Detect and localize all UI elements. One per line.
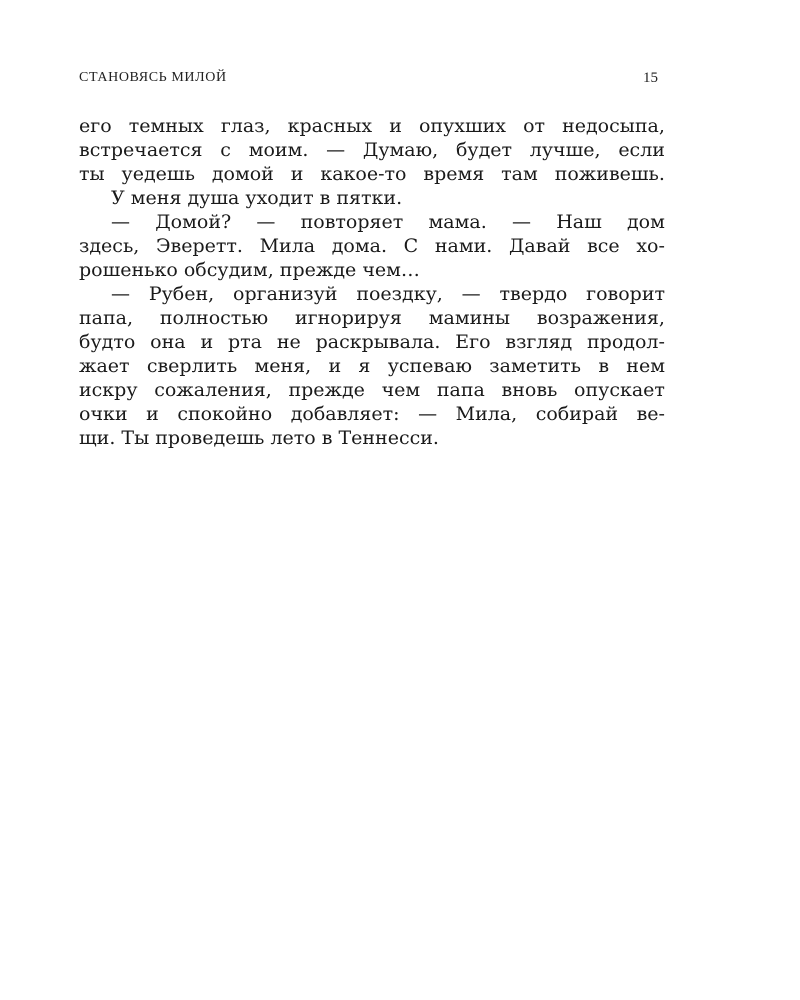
word: сверлить bbox=[146, 355, 238, 377]
word: дома. bbox=[331, 235, 388, 257]
word: и bbox=[328, 355, 342, 377]
word: опухших bbox=[418, 115, 506, 137]
word: здесь, bbox=[79, 235, 140, 257]
word: жает bbox=[79, 355, 130, 377]
word: — bbox=[111, 211, 130, 233]
word: организуй bbox=[233, 283, 338, 305]
word: говорит bbox=[586, 283, 665, 305]
word: темных bbox=[128, 115, 204, 137]
word: домой bbox=[211, 163, 274, 185]
text-line: щи. Ты проведешь лето в Теннесси. bbox=[79, 427, 439, 449]
word: она bbox=[150, 331, 186, 353]
word: добавляет: bbox=[290, 403, 400, 425]
word: — bbox=[256, 211, 276, 233]
word: хо- bbox=[636, 235, 665, 257]
word: глаз, bbox=[220, 115, 271, 137]
word: очки bbox=[79, 403, 128, 425]
word: Мила, bbox=[455, 403, 518, 425]
text-line bbox=[79, 354, 665, 378]
word: и bbox=[389, 115, 402, 137]
word: уедешь bbox=[121, 163, 195, 185]
word: с bbox=[220, 139, 231, 161]
word: продол- bbox=[587, 331, 665, 353]
word: повторяет bbox=[300, 211, 404, 233]
text-line: рошенько обсудим, прежде чем… bbox=[79, 259, 420, 281]
text-line bbox=[79, 234, 665, 258]
word: сожаления, bbox=[154, 379, 272, 401]
word: спокойно bbox=[177, 403, 273, 425]
word: заметить bbox=[489, 355, 582, 377]
word: — bbox=[111, 283, 130, 305]
word: прежде bbox=[288, 379, 365, 401]
word: я bbox=[358, 355, 371, 377]
word: С bbox=[403, 235, 419, 257]
word: там bbox=[501, 163, 538, 185]
text-line: У меня душа уходит в пятки. bbox=[111, 187, 403, 209]
word: ве- bbox=[636, 403, 665, 425]
word: встречается bbox=[79, 139, 203, 161]
word: вновь bbox=[501, 379, 558, 401]
word: время bbox=[423, 163, 485, 185]
word: Рубен, bbox=[148, 283, 215, 305]
word: успеваю bbox=[387, 355, 472, 377]
word: игнорируя bbox=[295, 307, 402, 329]
word: Домой? bbox=[155, 211, 232, 233]
word: красных bbox=[287, 115, 373, 137]
word: мамины bbox=[428, 307, 511, 329]
word: и bbox=[146, 403, 159, 425]
text-line bbox=[79, 330, 665, 354]
text-line bbox=[79, 114, 665, 138]
word: какое-то bbox=[320, 163, 407, 185]
word: меня, bbox=[254, 355, 312, 377]
word: — bbox=[461, 283, 481, 305]
word: Давай bbox=[508, 235, 571, 257]
text-line bbox=[79, 138, 665, 162]
word: опускает bbox=[574, 379, 665, 401]
word: дом bbox=[626, 211, 665, 233]
word: папа bbox=[436, 379, 485, 401]
word: будто bbox=[79, 331, 136, 353]
word: поживешь. bbox=[554, 163, 665, 185]
word: раскрывала. bbox=[315, 331, 441, 353]
text-line bbox=[79, 162, 665, 186]
word: в bbox=[598, 355, 610, 377]
word: — bbox=[326, 139, 346, 161]
word: искру bbox=[79, 379, 138, 401]
word: Мила bbox=[259, 235, 316, 257]
word: нами. bbox=[434, 235, 493, 257]
word: полностью bbox=[159, 307, 269, 329]
word: — bbox=[418, 403, 438, 425]
word: его bbox=[79, 115, 112, 137]
word: ты bbox=[79, 163, 105, 185]
word: взгляд bbox=[505, 331, 573, 353]
word: Его bbox=[455, 331, 491, 353]
page-number: 15 bbox=[643, 70, 658, 86]
word: мама. bbox=[428, 211, 487, 233]
word: и bbox=[290, 163, 304, 185]
word: папа, bbox=[79, 307, 134, 329]
word: чем bbox=[381, 379, 421, 401]
word: недосыпа, bbox=[562, 115, 665, 137]
text-line bbox=[79, 210, 665, 234]
word: Думаю, bbox=[362, 139, 439, 161]
word: возражения, bbox=[536, 307, 665, 329]
body-text bbox=[79, 114, 665, 450]
word: не bbox=[276, 331, 301, 353]
word: все bbox=[587, 235, 620, 257]
text-line bbox=[79, 402, 665, 426]
word: — bbox=[511, 211, 531, 233]
word: нем bbox=[626, 355, 665, 377]
word: твердо bbox=[499, 283, 568, 305]
word: моим. bbox=[248, 139, 309, 161]
text-line bbox=[79, 378, 665, 402]
word: Эверетт. bbox=[155, 235, 243, 257]
text-line bbox=[79, 306, 665, 330]
text-line bbox=[79, 282, 665, 306]
word: и bbox=[200, 331, 214, 353]
word: будет bbox=[455, 139, 513, 161]
word: рта bbox=[227, 331, 262, 353]
word: поездку, bbox=[356, 283, 443, 305]
word: если bbox=[618, 139, 665, 161]
word: Наш bbox=[556, 211, 602, 233]
running-title: СТАНОВЯСЬ МИЛОЙ bbox=[79, 70, 227, 85]
word: лучше, bbox=[529, 139, 601, 161]
word: собирай bbox=[535, 403, 619, 425]
word: от bbox=[523, 115, 546, 137]
